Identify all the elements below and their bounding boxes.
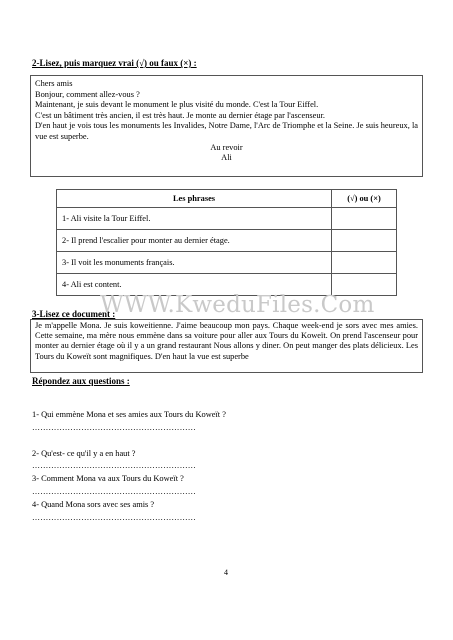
answer-cell[interactable] [332,230,397,252]
letter-line4: D'en haut je vois tous les monuments les Invalides, Notre Dame, l'Arc de Triomphe et la Seine. Je suis heureux, la vue est superbe. [35,121,418,141]
header-phrases: Les phrases [57,190,332,208]
answer-line-3[interactable]: …………………………………………………… [32,487,196,496]
answer-line-4[interactable]: …………………………………………………… [32,513,196,522]
answer-line-2[interactable]: …………………………………………………… [32,461,196,470]
true-false-table [56,189,397,296]
letter-line3: C'est un bâtiment très ancien, il est très haut. Je monte au dernier étage par l'ascenseur. [35,110,325,120]
questions-heading: Répondez aux questions : [32,376,130,386]
table-row [57,252,397,274]
letter-box [30,75,423,177]
header-answer: (√) ou (×) [332,190,397,208]
table-header-row [57,190,397,208]
table-row [57,208,397,230]
phrase-cell: 3- Il voit les monuments français. [57,252,332,274]
page-number: 4 [224,568,228,577]
section3-heading: 3-Lisez ce document : [32,309,116,319]
letter-greeting: Chers amis [35,79,73,88]
answer-cell[interactable] [332,208,397,230]
question-1: 1- Qui emmène Mona et ses amies aux Tours du Koweït ? [32,410,226,419]
table-row [57,230,397,252]
letter-closing: Au revoir [210,142,243,152]
question-2: 2- Qu'est- ce qu'il y a en haut ? [32,449,136,458]
letter-signature: Ali [221,153,232,163]
watermark-text: WWW.KweduFiles.Com [100,292,375,318]
question-3: 3- Comment Mona va aux Tours du Koweït ? [32,474,184,483]
question-4: 4- Quand Mona sors avec ses amis ? [32,500,155,509]
document-box: Je m'appelle Mona. Je suis koweitienne. J'aime beaucoup mon pays. Chaque week-end je sors avec mes amies. Cette semaine, ma mère nous emmène dans sa voiture pour aller aux Tours du Koweït. On prend l'ascenseur pour monter au dernier étage où il y a un grand restaurant Nous allons y diner. On peut manger des plats délicieux. Les Tours du Koweït sont magnifiques. D'en haut la vue est superbe [30,319,423,373]
letter-line1: Bonjour, comment allez-vous ? [35,89,140,99]
phrase-cell: 2- Il prend l'escalier pour monter au dernier étage. [57,230,332,252]
answer-line-1[interactable]: …………………………………………………… [32,423,196,432]
answer-cell[interactable] [332,252,397,274]
phrase-cell: 1- Ali visite la Tour Eiffel. [57,208,332,230]
letter-line2: Maintenant, je suis devant le monument le plus visité du monde. C'est la Tour Eiffel. [35,100,319,110]
phrase-cell: 4- Ali est content. [57,274,332,296]
section2-heading: 2-Lisez, puis marquez vrai (√) ou faux (×) : [32,58,197,68]
